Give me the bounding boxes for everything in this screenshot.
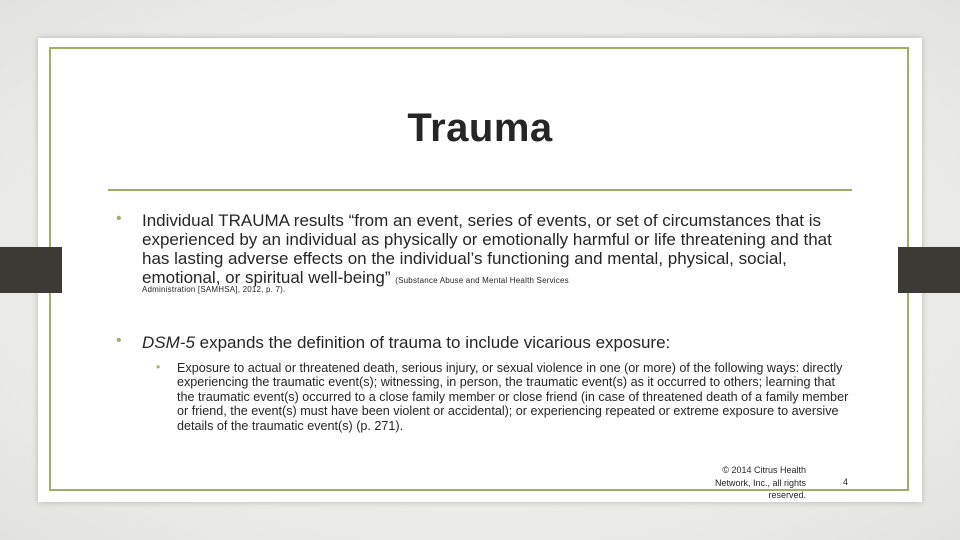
copyright-line: Network, Inc., all rights	[714, 477, 806, 488]
citation-continuation: Administration [SAMHSA], 2012, p. 7).	[142, 285, 286, 294]
citation-inline: (Substance Abuse and Mental Health Services	[395, 276, 569, 285]
sub-bullet-exposure: Exposure to actual or threatened death, serious injury, or sexual violence in one (or more) of the following ways: directly experiencing the traumatic event(s); witnessing, in person, the traumatic event(s) as it occurred to others; learning that the traumatic event(s) occurred to a close family member or close friend (in case of threatened death of a family member or friend, the event(s) must have been violent or accidental); or experiencing repeated or extreme exposure to aversive details of the traumatic event(s) (p. 271).	[177, 361, 849, 433]
copyright-line: reserved.	[768, 490, 806, 500]
left-side-tab	[0, 247, 62, 293]
bullet-dsm5	[142, 333, 854, 353]
right-side-tab	[898, 247, 960, 293]
dsm5-text: expands the definition of trauma to include vicarious exposure:	[194, 333, 671, 352]
sub-bullet-dot-icon: •	[156, 360, 161, 374]
page-number: 4	[843, 477, 849, 487]
trauma-definition-text: Individual TRAUMA results “from an event, series of events, or set of circumstances that is experienced by an individual as physically or emotionally harmful or life threatening and that has lasting adverse effects on the individual’s functioning and mental, physical, social, emotional, or spiritual well-being”	[142, 211, 832, 287]
bullet-dot-icon: •	[116, 332, 122, 349]
slide-title: Trauma	[407, 106, 553, 150]
title-divider	[108, 189, 852, 191]
bullet-trauma-definition	[142, 211, 854, 290]
footer-copyright	[694, 464, 806, 502]
bullet-dot-icon: •	[116, 210, 122, 227]
dsm5-emphasis: DSM-5	[142, 333, 195, 352]
copyright-line: © 2014 Citrus Health	[722, 465, 806, 475]
